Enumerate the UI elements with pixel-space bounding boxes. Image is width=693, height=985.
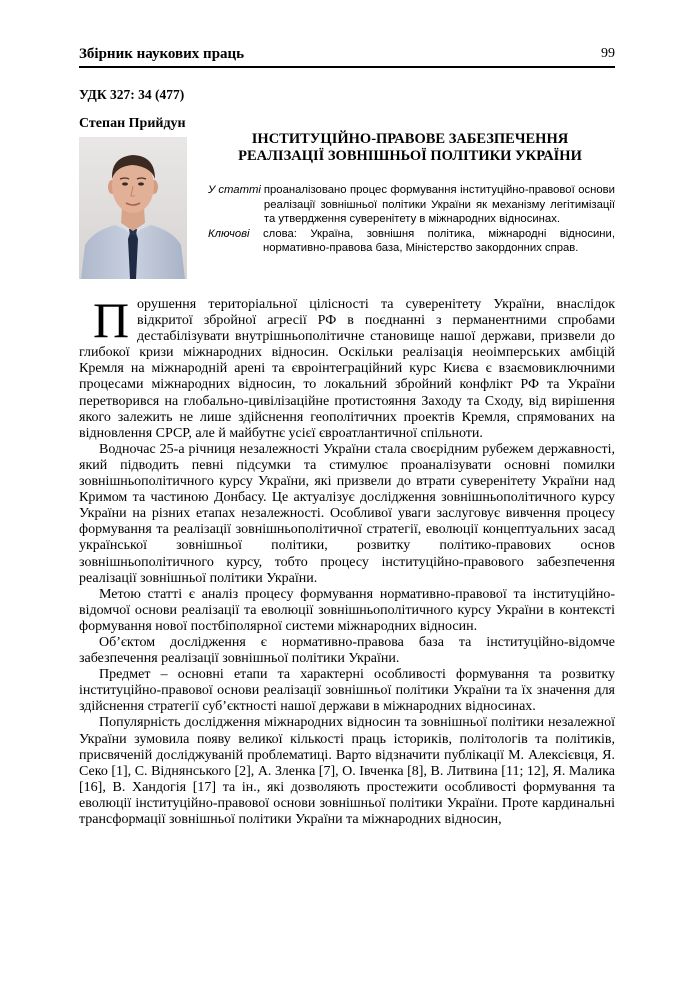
abstract-text: проаналізовано процес формування інституційно-правової основи реалізації зовнішньої політики України як механізму легітимізації та утвердження суверенітету в міжнародних відносинах. bbox=[263, 184, 615, 226]
journal-title: Збірник наукових праць bbox=[79, 46, 245, 62]
abstract-keywords bbox=[190, 227, 615, 256]
paragraph-4: Об’єктом дослідження є нормативно-правова база та інституційно-відомче забезпечення реалізації зовнішньої політики України. bbox=[79, 634, 615, 667]
author-photo bbox=[79, 137, 187, 279]
udk-code: УДК 327: 34 (477) bbox=[79, 87, 185, 102]
article-title bbox=[205, 131, 615, 165]
keywords-lead: Ключові bbox=[208, 227, 250, 240]
article-body bbox=[79, 292, 615, 828]
paragraph-2: Водночас 25-а річниця незалежності України стала своєрідним рубежем державності, який підводить певні підсумки та стимулює проаналізувати основні помилки зовнішньополітичного курсу України, які призвели до втрати суверенітету України над Кримом та частиною Донбасу. Це актуалізує дослідження зовнішньополітичного курсу України на різних етапах незалежності. Особливої уваги заслуговує вивчення процесу формування та реалізації зовнішньополітичної стратегії, еволюції концептуальних засад української зовнішньої політики, розвитку політико-правових основ зовнішньополітичного курсу, тобто процесу інституційно-правового забезпечення реалізації зовнішньої політики України. bbox=[79, 441, 615, 586]
running-header bbox=[79, 44, 615, 68]
abstract bbox=[190, 183, 615, 256]
abstract-lead: У статті bbox=[208, 184, 261, 196]
page-number: 99 bbox=[601, 46, 615, 61]
title-line-1: ІНСТИТУЦІЙНО-ПРАВОВЕ ЗАБЕЗПЕЧЕННЯ bbox=[251, 131, 569, 147]
title-line-2: РЕАЛІЗАЦІЇ ЗОВНІШНЬОЇ ПОЛІТИКИ УКРАЇНИ bbox=[238, 148, 582, 164]
paragraph-1 bbox=[79, 292, 615, 442]
paragraph-1-text: орушення територіальної цілісності та суверенітету України, внаслідок відкритої збройної агресії РФ в поєднанні з перманентними спробами дестабілізувати внутрішньополітичне становище нашої держави, призвели до глибокої кризи міжнародних відносин. Оскільки реалізація неоімперських амбіцій Кремля на міжнародній арені та євроінтеграційний курс Києва є взаємовиключними процесами міжнародних відносин, то локальний збройний конфлікт РФ та України перетворився на глобально-цивілізаційне протистояння Заходу та Сходу, від вирішення якого залежить не лише здійснення геополітичних проектів Кремля, спрямованих на відновлення СРСР, але й майбутнє усієї євроатлантичної спільноти. bbox=[79, 297, 615, 441]
paragraph-6: Популярність дослідження міжнародних відносин та зовнішньої політики незалежної України зумовила появу великої кількості праць істориків, політологів та політиків, присвяченій досліджуваній проблематиці. Варто відзначити публікації М. Алексієвця, Я. Секо [1], С. Віднянського [2], А. Зленка [7], О. Івченка [8], В. Литвина [11; 12], Я. Малика [16], В. Хандогія [17] та ін., які дозволяють простежити особливості формування та еволюції інституційно-правової основи зовнішньої політики України. Проте кардинальні трансформації зовнішньої політики України та міжнародних відносин, bbox=[79, 715, 615, 827]
paragraph-3: Метою статті є аналіз процесу формування нормативно-правової та інституційно-відомчої основи реалізації та еволюції зовнішньополітичного курсу України в контексті формування нової постбіполярної системи міжнародних відносин. bbox=[79, 586, 615, 634]
drop-cap: П bbox=[93, 292, 130, 348]
author-name: Степан Прийдун bbox=[79, 116, 186, 131]
paragraph-5: Предмет – основні етапи та характерні особливості формування та розвитку інституційно-правової основи реалізації зовнішньої політики України та їх значення для здійснення стратегії суб’єктності нашої держави в міжнародних відносинах. bbox=[79, 667, 615, 715]
keywords-text: слова: Україна, зовнішня політика, міжнародні відносини, нормативно-правова база, Міністерство закордонних справ. bbox=[263, 227, 615, 255]
abstract-summary bbox=[190, 183, 615, 227]
